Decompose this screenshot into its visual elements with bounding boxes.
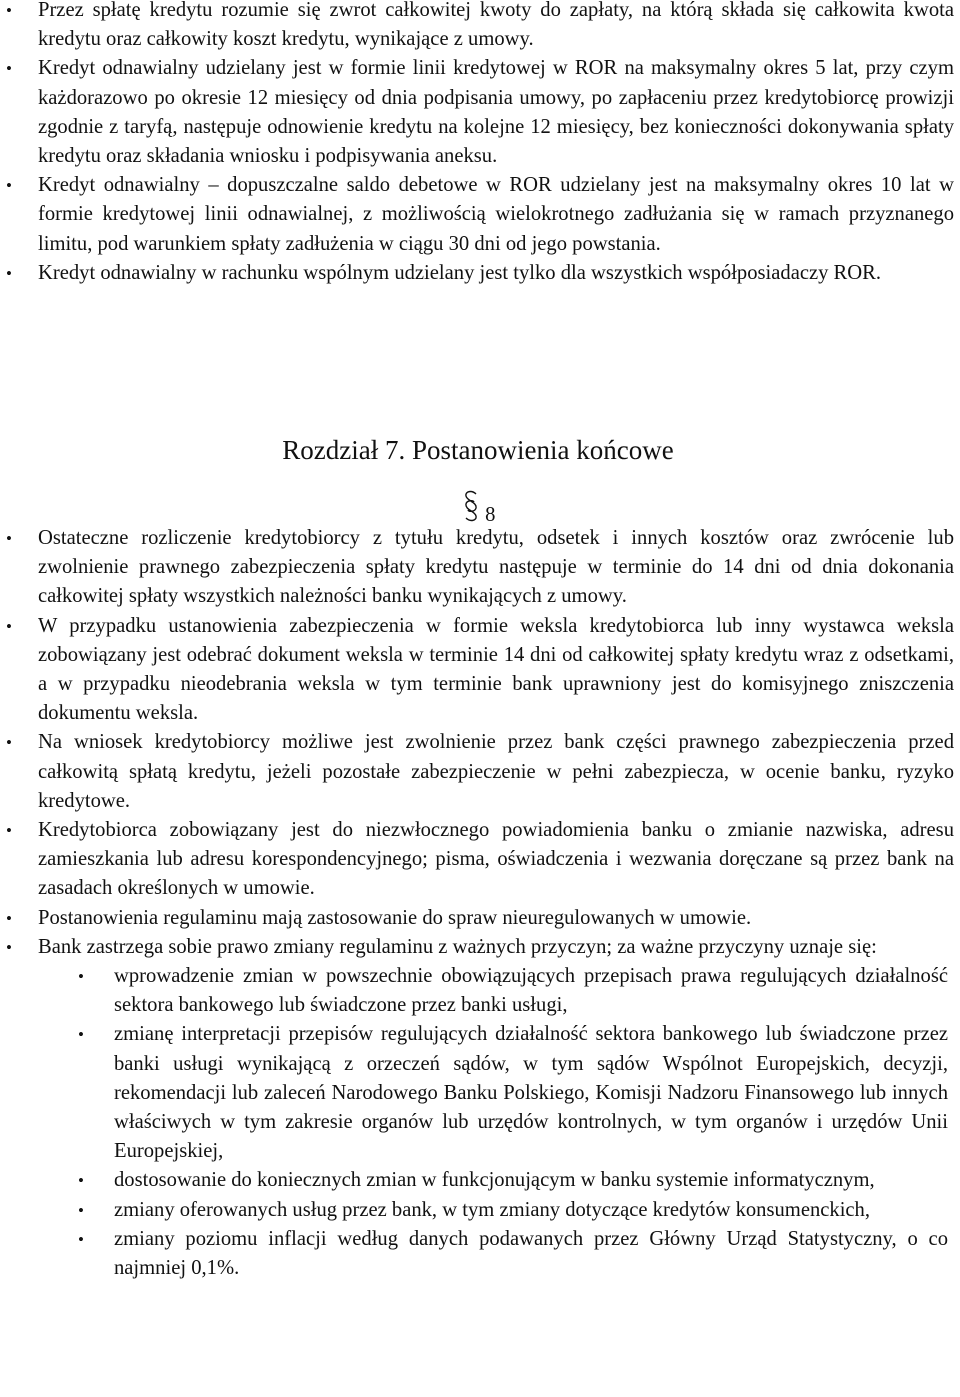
list-item xyxy=(0,933,960,1283)
bullet-icon: • xyxy=(78,1229,84,1249)
bullet-icon: • xyxy=(6,529,12,548)
sub-list-item-text: wprowadzenie zmian w powszechnie obowiązujących przepisach prawa regulujących działalność sektora bankowego lub świadczone przez banki usługi, xyxy=(114,965,948,1017)
sub-list-item-text: dostosowanie do koniecznych zmian w funkcjonującym w banku systemie informatycznym, xyxy=(114,1169,875,1192)
list-item xyxy=(0,904,960,933)
bullet-icon: • xyxy=(6,821,12,841)
sub-list-item xyxy=(38,1196,954,1225)
list-item xyxy=(0,728,960,816)
sub-list-item xyxy=(38,1166,954,1195)
list-item-text: Kredytobiorca zobowiązany jest do niezwłocznego powiadomienia banku o zmianie nazwiska, adresu zamieszkania lub adresu korespondencyjnego; pisma, oświadczenia i wezwania doręczane są przez bank na zasadach określonych w umowie. xyxy=(38,819,954,900)
bullet-icon: • xyxy=(6,176,12,196)
final-provisions-list xyxy=(0,524,960,1283)
bullet-icon: • xyxy=(78,1171,84,1191)
list-item-text: Ostateczne rozliczenie kredytobiorcy z tytułu kredytu, odsetek i innych kosztów oraz zwrócenie lub zwolnienie prawnego zabezpieczenia spłaty kredytu następuje w terminie do 14 dni od dnia dokonania całkowitej spłaty wszystkich należności banku wynikających z umowy. xyxy=(38,527,954,608)
bullet-icon: • xyxy=(6,616,12,636)
bullet-icon: • xyxy=(6,937,12,957)
list-item xyxy=(0,54,960,171)
list-item-text: Przez spłatę kredytu rozumie się zwrot całkowitej kwoty do zapłaty, na którą składa się całkowita kwota kredytu oraz całkowity koszt kredytu, wynikające z umowy. xyxy=(38,0,954,51)
sub-list-item xyxy=(38,1225,954,1283)
list-item-text: W przypadku ustanowienia zabezpieczenia w formie weksla kredytobiorca lub inny wystawca weksla zobowiązany jest odebrać dokument weksla w terminie 14 dni od całkowitej spłaty kredytu wraz z odsetkami, a w przypadku nieodebrania weksla w tym terminie bank uprawniony jest do komisyjnego zniszczenia dokumentu weksla. xyxy=(38,614,954,725)
bullet-icon: • xyxy=(6,263,12,283)
list-item xyxy=(0,259,960,288)
bullet-icon: • xyxy=(6,908,12,928)
sub-list-item xyxy=(38,1020,954,1166)
list-item-text: Kredyt odnawialny udzielany jest w formie linii kredytowej w ROR na maksymalny okres 5 lat, przy czym każdorazowo po okresie 12 miesięcy od dnia podpisania umowy, po zapłaceniu przez kredytobiorcę prowizji zgodnie z taryfą, następuje odnowienie kredytu na kolejne 12 miesięcy, bez konieczności dokonywania spłaty kredytu oraz składania wniosku i podpisywania aneksu. xyxy=(38,57,954,168)
sub-list-item xyxy=(38,962,954,1020)
chapter-title: Rozdział 7. Postanowienia końcowe xyxy=(282,435,674,465)
bullet-icon: • xyxy=(6,1,12,20)
bullet-icon: • xyxy=(78,1025,84,1045)
list-item-text: Na wniosek kredytobiorcy możliwe jest zwolnienie przez bank części prawnego zabezpieczenia przed całkowitą spłatą kredytu, jeżeli pozostałe zabezpieczenie w pełni zabezpiecza, w ocenie banku, ryzyko kredytowe. xyxy=(38,731,954,812)
sub-list-item-text: zmiany oferowanych usług przez bank, w tym zmiany dotyczące kredytów konsumenckich, xyxy=(114,1198,870,1221)
bullet-icon: • xyxy=(78,967,84,987)
bullet-icon: • xyxy=(78,1200,84,1220)
sub-list-item-text: zmiany poziomu inflacji według danych podawanych przez Główny Urząd Statystyczny, o co najmniej 0,1%. xyxy=(114,1227,948,1280)
list-item xyxy=(0,816,960,904)
list-item-text: Kredyt odnawialny – dopuszczalne saldo debetowe w ROR udzielany jest na maksymalny okres 10 lat w formie kredytowej linii odnawialnej, z możliwością wielokrotnego zadłużania się w ramach przyznanego limitu, pod warunkiem spłaty zadłużenia w ciągu 30 dni od jego powstania. xyxy=(38,174,954,255)
important-reasons-list xyxy=(38,962,954,1283)
list-item xyxy=(0,171,960,259)
list-item-text: Bank zastrzega sobie prawo zmiany regulaminu z ważnych przyczyn; za ważne przyczyny uznaje się: xyxy=(38,935,877,958)
list-item xyxy=(0,524,960,612)
sub-list-item-text: zmianę interpretacji przepisów regulujących działalność sektora bankowego lub świadczone przez banki usługi wynikającą z orzeczeń sądów, w tym sądów Wspólnot Europejskich, decyzji, rekomendacji lub zaleceń Narodowego Banku Polskiego, Komisji Nadzoru Finansowego lub innych właściwych w tym zakresie organów lub urzędów kontrolnych, w tym organów i urzędów Unii Europejskiej, xyxy=(114,1023,948,1163)
bullet-icon: • xyxy=(6,59,12,79)
section-sign-icon xyxy=(462,488,480,524)
paragraph-number: 8 xyxy=(485,504,496,526)
list-item-text: Postanowienia regulaminu mają zastosowanie do spraw nieuregulowanych w umowie. xyxy=(38,906,752,929)
bullet-icon: • xyxy=(6,733,12,753)
list-item-text: Kredyt odnawialny w rachunku wspólnym udzielany jest tylko dla wszystkich współposiadaczy ROR. xyxy=(38,261,882,284)
list-item xyxy=(0,612,960,729)
credit-terms-list xyxy=(0,0,960,288)
list-item xyxy=(0,0,960,54)
